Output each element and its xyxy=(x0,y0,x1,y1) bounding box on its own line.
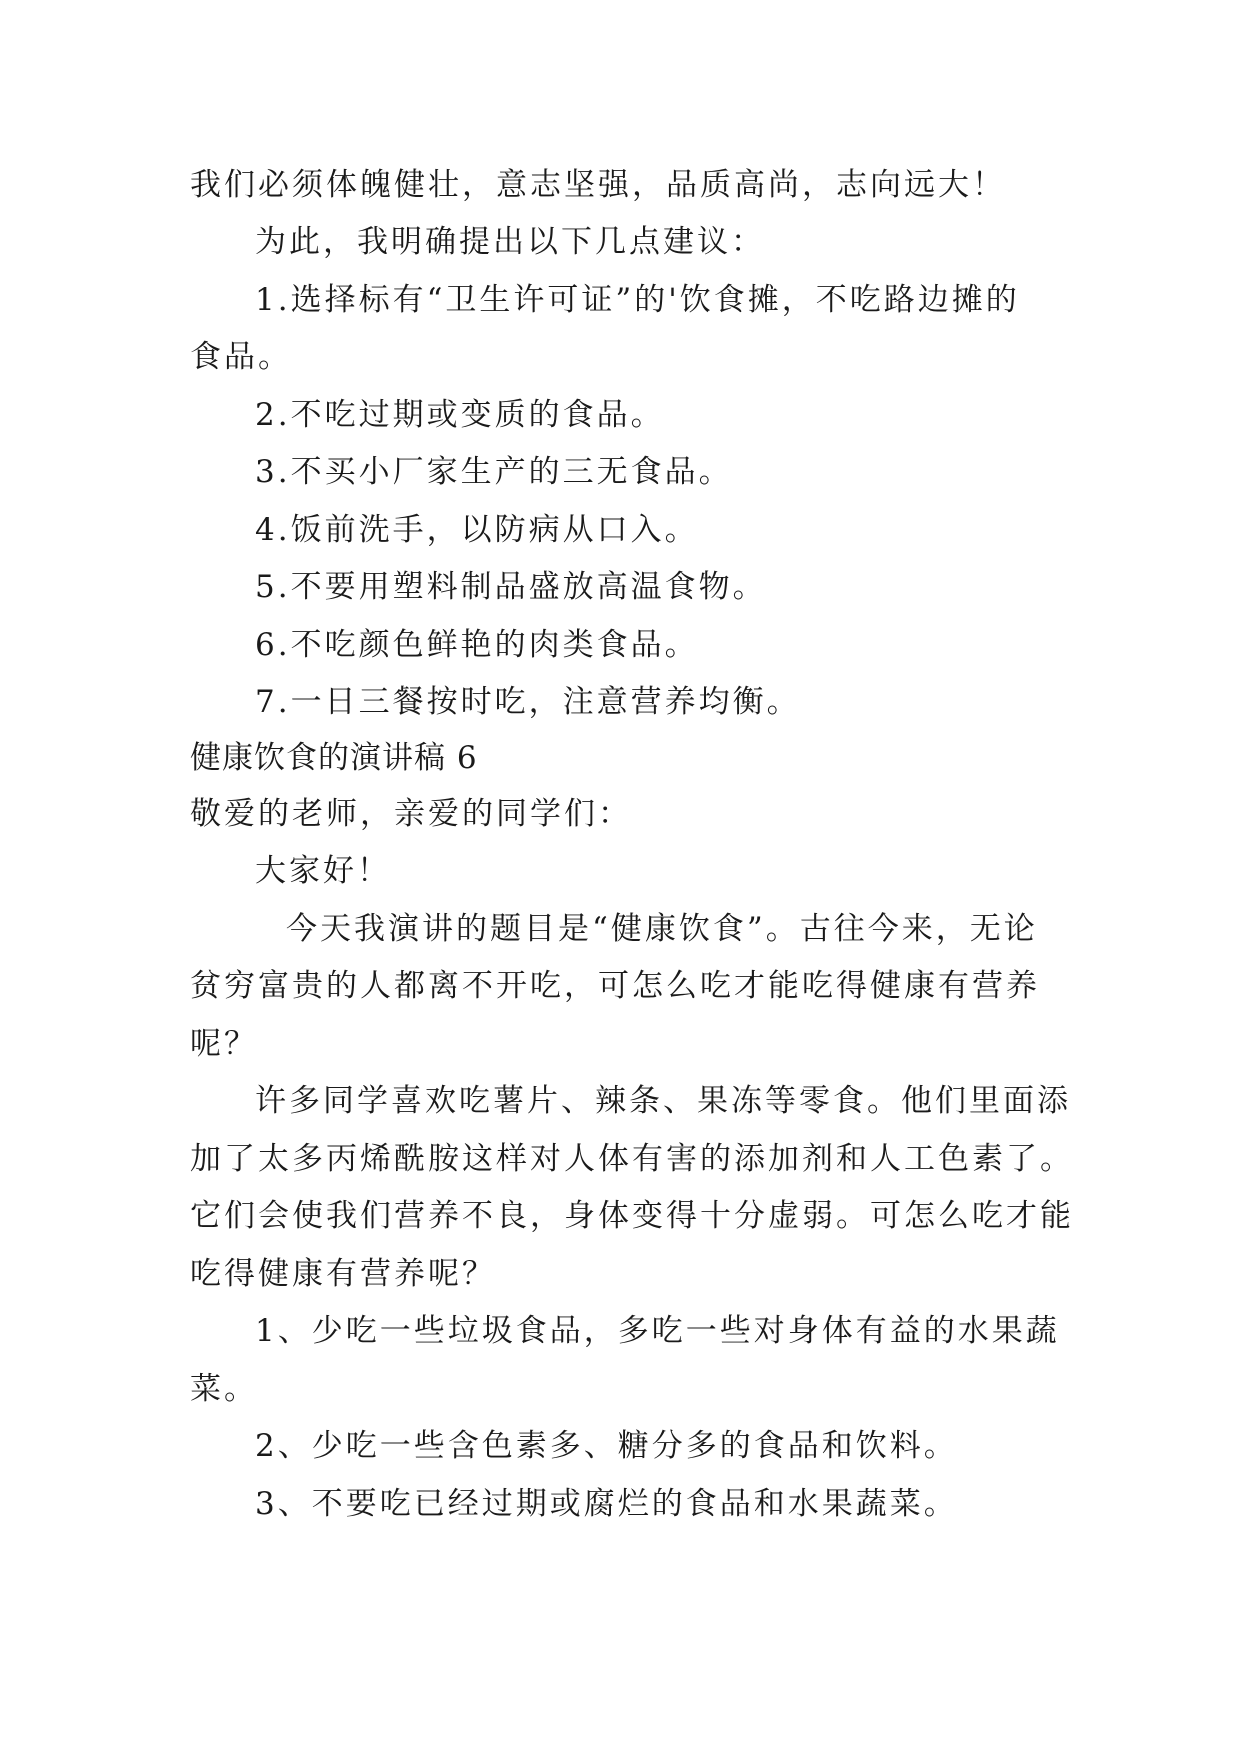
paragraph-line: 吃得健康有营养呢？ xyxy=(190,1256,496,1292)
list-item: 1、少吃一些垃圾食品，多吃一些对身体有益的水果蔬 xyxy=(255,1313,1060,1349)
paragraph-line: 它们会使我们营养不良，身体变得十分虚弱。可怎么吃才能 xyxy=(190,1198,1074,1234)
list-item: 2、少吃一些含色素多、糖分多的食品和饮料。 xyxy=(255,1428,958,1464)
paragraph-line: 我们必须体魄健壮，意志坚强，品质高尚，志向远大！ xyxy=(190,167,1006,203)
paragraph-line: 贫穷富贵的人都离不开吃，可怎么吃才能吃得健康有营养 xyxy=(190,968,1040,1004)
greeting: 大家好！ xyxy=(255,853,391,889)
list-item: 7.一日三餐按时吃，注意营养均衡。 xyxy=(255,684,801,720)
paragraph-line: 今天我演讲的题目是“健康饮食”。古往今来，无论 xyxy=(286,911,1038,947)
list-item: 1.选择标有“卫生许可证”的'饮食摊，不吃路边摊的 xyxy=(255,282,1020,318)
list-item: 3、不要吃已经过期或腐烂的食品和水果蔬菜。 xyxy=(255,1486,958,1522)
paragraph-line: 为此，我明确提出以下几点建议： xyxy=(255,224,765,260)
list-item: 5.不要用塑料制品盛放高温食物。 xyxy=(255,569,767,605)
paragraph-line: 食品。 xyxy=(190,339,292,375)
paragraph-line: 菜。 xyxy=(190,1371,258,1407)
paragraph-line: 呢？ xyxy=(190,1026,258,1062)
section-heading: 健康饮食的演讲稿 6 xyxy=(190,740,478,776)
paragraph-line: 许多同学喜欢吃薯片、辣条、果冻等零食。他们里面添 xyxy=(255,1083,1071,1119)
list-item: 3.不买小厂家生产的三无食品。 xyxy=(255,454,733,490)
list-item: 6.不吃颜色鲜艳的肉类食品。 xyxy=(255,627,699,663)
salutation: 敬爱的老师，亲爱的同学们： xyxy=(190,796,632,832)
paragraph-line: 加了太多丙烯酰胺这样对人体有害的添加剂和人工色素了。 xyxy=(190,1141,1074,1177)
list-item: 2.不吃过期或变质的食品。 xyxy=(255,397,665,433)
list-item: 4.饭前洗手，以防病从口入。 xyxy=(255,512,699,548)
